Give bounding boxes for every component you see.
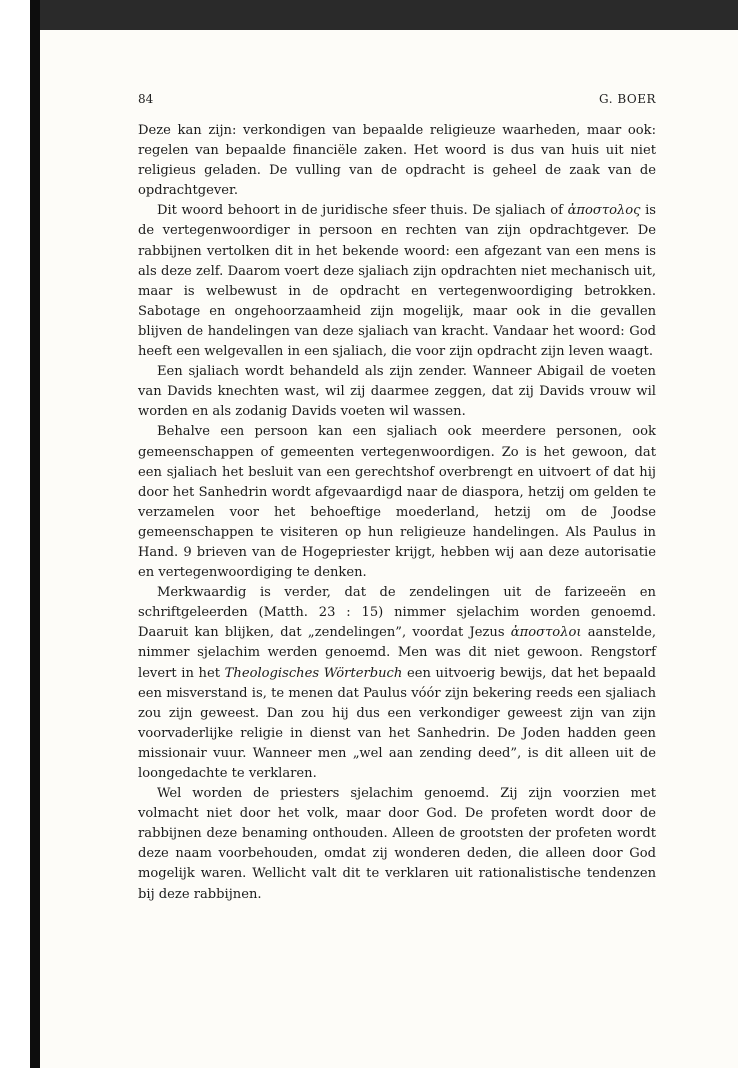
paragraph bbox=[138, 362, 656, 422]
text-run: aanstelde, nimmer sjelachim werden genoemd. Men was dit niet gewoon. Rengstorf levert in het bbox=[138, 625, 657, 681]
paragraph bbox=[138, 201, 656, 362]
page-number: 84 bbox=[138, 92, 154, 106]
paragraph bbox=[138, 121, 656, 201]
page-header bbox=[138, 92, 656, 112]
scan-dark-edge-top bbox=[40, 0, 738, 30]
text-run: Behalve een persoon kan een sjaliach ook meerdere personen, ook gemeenschappen of gemeenten vertegenwoordigen. Zo is het gewoon, dat een sjaliach het besluit van een gerechtshof overbrengt en uitvoert of dat hij door het Sanhedrin wordt afgevaardigd naar de diaspora, hetzij om gelden te verzamelen voor het behoeftige moederland, hetzij om de Joodse gemeenschappen te visiteren op hun religieuze handelingen. Als Paulus in Hand. 9 brieven van de Hogepriester krijgt, hebben wij aan deze autorisatie en vertegenwoordiging te denken. bbox=[138, 424, 656, 581]
body-text bbox=[138, 121, 656, 905]
paragraph bbox=[138, 583, 656, 784]
text-run: Merkwaardig is verder, dat de zendelingen uit de farizeeën en schriftgeleerden (Matth. 23 : 15) nimmer sjelachim worden genoemd. Daaruit kan blijken, dat „zendelingen”, voordat Jezus bbox=[138, 585, 656, 641]
scan-margin bbox=[0, 0, 30, 1068]
paragraph bbox=[138, 422, 656, 583]
running-head-author: G. BOER bbox=[599, 92, 656, 106]
text-run: is de vertegenwoordiger in persoon en rechten van zijn opdrachtgever. De rabbijnen vertolken dit in het bekende woord: een afgezant van een mens is als deze zelf. Daarom voert deze sjaliach zijn opdrachten niet mechanisch uit, maar is welbewust in de opdracht en vertegenwoordiging betrokken. Sabotage en ongehoorzaamheid zijn mogelijk, maar ook in die gevallen blijven de handelingen van deze sjaliach van kracht. Vandaar het woord: God heeft een welgevallen in een sjaliach, die voor zijn opdracht zijn leven waagt. bbox=[138, 203, 656, 360]
greek-term: ἀποστολοι bbox=[510, 625, 582, 641]
paragraph bbox=[138, 784, 656, 905]
scan-dark-edge-left bbox=[30, 0, 40, 1068]
greek-term: ἀποστολος bbox=[567, 203, 641, 219]
text-run: Een sjaliach wordt behandeld als zijn zender. Wanneer Abigail de voeten van Davids knechten wast, wil zij daarmee zeggen, dat zij Davids vrouw wil worden en als zodanig Davids voeten wil wassen. bbox=[138, 364, 656, 420]
text-run: Dit woord behoort in de juridische sfeer thuis. De sjaliach of bbox=[157, 203, 568, 219]
text-run: Deze kan zijn: verkondigen van bepaalde religieuze waarheden, maar ook: regelen van bepaalde financiële zaken. Het woord is dus van huis uit niet religieus geladen. De vulling van de opdracht is geheel de zaak van de opdrachtgever. bbox=[138, 123, 656, 199]
italic-title: Theologisches Wörterbuch bbox=[224, 665, 403, 681]
text-run: Wel worden de priesters sjelachim genoemd. Zij zijn voorzien met volmacht niet door het volk, maar door God. De profeten wordt door de rabbijnen deze benaming onthouden. Alleen de grootsten der profeten wordt deze naam voorbehouden, omdat zij wonderen deden, die alleen door God mogelijk waren. Wellicht valt dit te verklaren uit rationalistische tendenzen bij deze rabbijnen. bbox=[138, 786, 656, 902]
text-run: een uitvoerig bewijs, dat het bepaald een misverstand is, te menen dat Paulus vóór zijn bekering reeds een sjaliach zou zijn geweest. Dan zou hij dus een verkondiger geweest zijn van zijn voorvaderlijke religie in dienst van het Sanhedrin. De Joden hadden geen missionair vuur. Wanneer men „wel aan zending deed”, is dit alleen uit de loongedachte te verklaren. bbox=[138, 665, 657, 781]
